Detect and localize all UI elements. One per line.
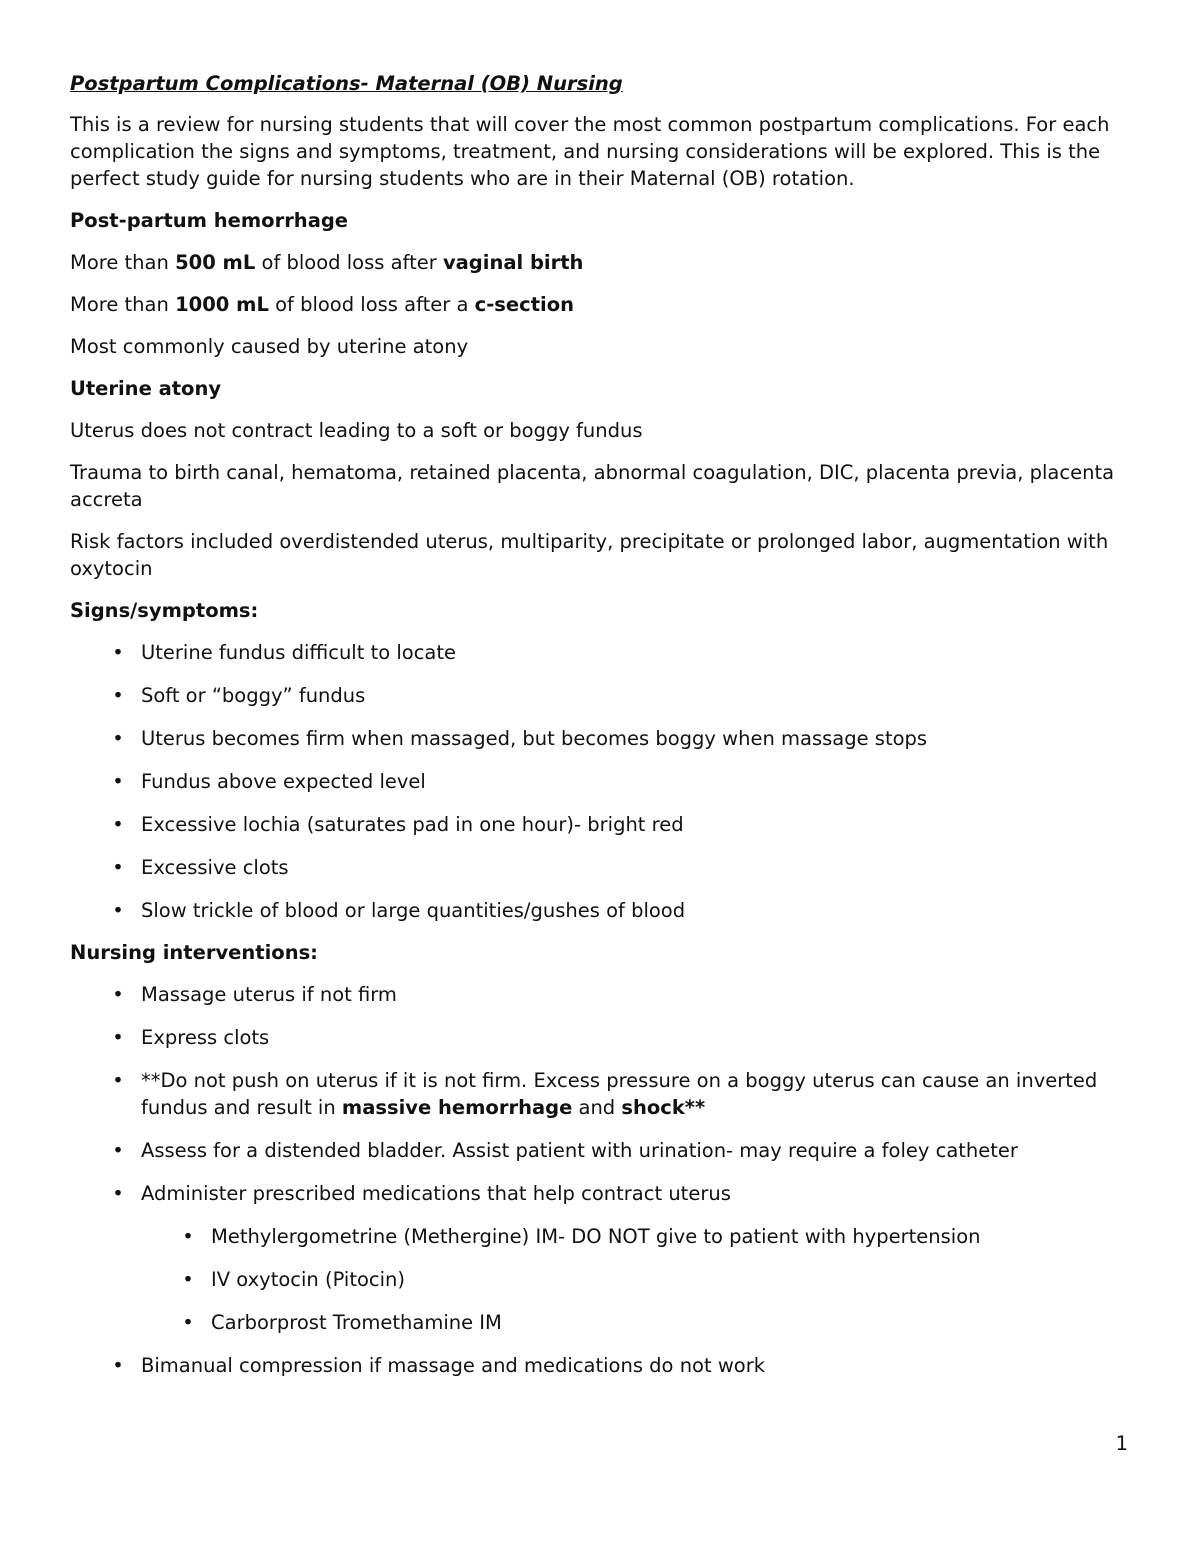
list-item: • Express clots xyxy=(70,1024,1130,1051)
bullet-icon: • xyxy=(112,1139,124,1162)
intro-paragraph: This is a review for nursing students that will cover the most common postpartum complications. For each complication the signs and symptoms, treatment, and nursing considerations will be explored. This is the perfect study guide for nursing students who are in their Maternal (OB) rotation. xyxy=(70,113,1110,190)
list-item: • Fundus above expected level xyxy=(70,768,1130,795)
atony-causes: Trauma to birth canal, hematoma, retained placenta, abnormal coagulation, DIC, placenta previa, placenta accreta xyxy=(70,461,1115,511)
bullet-icon: • xyxy=(112,899,124,922)
bullet-icon: • xyxy=(112,1354,124,1377)
atony-heading: Uterine atony xyxy=(70,377,222,400)
list-item: • Uterine fundus difficult to locate xyxy=(70,639,1130,666)
page-number: 1 xyxy=(1115,1432,1128,1455)
bullet-icon: • xyxy=(112,983,124,1006)
bullet-icon: • xyxy=(112,1026,124,1049)
interventions-heading: Nursing interventions: xyxy=(70,941,318,964)
list-item: • Bimanual compression if massage and medications do not work xyxy=(70,1352,1130,1379)
document-page xyxy=(70,70,1130,1395)
pph-cause-line: Most commonly caused by uterine atony xyxy=(70,335,469,358)
pph-heading: Post-partum hemorrhage xyxy=(70,209,349,232)
sub-list-item: • Carborprost Tromethamine IM xyxy=(70,1309,1130,1336)
bullet-icon: • xyxy=(112,770,124,793)
list-item: • Excessive lochia (saturates pad in one hour)- bright red xyxy=(70,811,1130,838)
interventions-list xyxy=(70,981,1130,1379)
atony-risk-factors: Risk factors included overdistended uterus, multiparity, precipitate or prolonged labor, augmentation with oxytocin xyxy=(70,530,1109,580)
signs-heading: Signs/symptoms: xyxy=(70,599,259,622)
bullet-icon: • xyxy=(182,1268,194,1291)
list-item: • Slow trickle of blood or large quantities/gushes of blood xyxy=(70,897,1130,924)
list-item: • Assess for a distended bladder. Assist patient with urination- may require a foley catheter xyxy=(70,1137,1130,1164)
bullet-icon: • xyxy=(112,856,124,879)
bullet-icon: • xyxy=(112,1069,124,1092)
document-title: Postpartum Complications- Maternal (OB) Nursing xyxy=(70,72,623,95)
list-item: • Uterus becomes firm when massaged, but becomes boggy when massage stops xyxy=(70,725,1130,752)
bullet-icon: • xyxy=(112,1182,124,1205)
list-item: • Excessive clots xyxy=(70,854,1130,881)
bullet-icon: • xyxy=(182,1225,194,1248)
pph-csection-line: More than 1000 mL of blood loss after a c-section xyxy=(70,293,574,316)
bullet-icon: • xyxy=(182,1311,194,1334)
sub-list-item: • IV oxytocin (Pitocin) xyxy=(70,1266,1130,1293)
bullet-icon: • xyxy=(112,813,124,836)
list-item: • Administer prescribed medications that help contract uterus xyxy=(70,1180,1130,1207)
bullet-icon: • xyxy=(112,641,124,664)
list-item: • **Do not push on uterus if it is not firm. Excess pressure on a boggy uterus can cause an inverted fundus and result in massive hemorrhage and shock** xyxy=(70,1067,1130,1121)
signs-list xyxy=(70,639,1130,924)
pph-vaginal-line: More than 500 mL of blood loss after vaginal birth xyxy=(70,251,584,274)
bullet-icon: • xyxy=(112,684,124,707)
list-item: • Massage uterus if not firm xyxy=(70,981,1130,1008)
atony-definition: Uterus does not contract leading to a soft or boggy fundus xyxy=(70,419,643,442)
sub-list-item: • Methylergometrine (Methergine) IM- DO NOT give to patient with hypertension xyxy=(70,1223,1130,1250)
bullet-icon: • xyxy=(112,727,124,750)
list-item: • Soft or “boggy” fundus xyxy=(70,682,1130,709)
